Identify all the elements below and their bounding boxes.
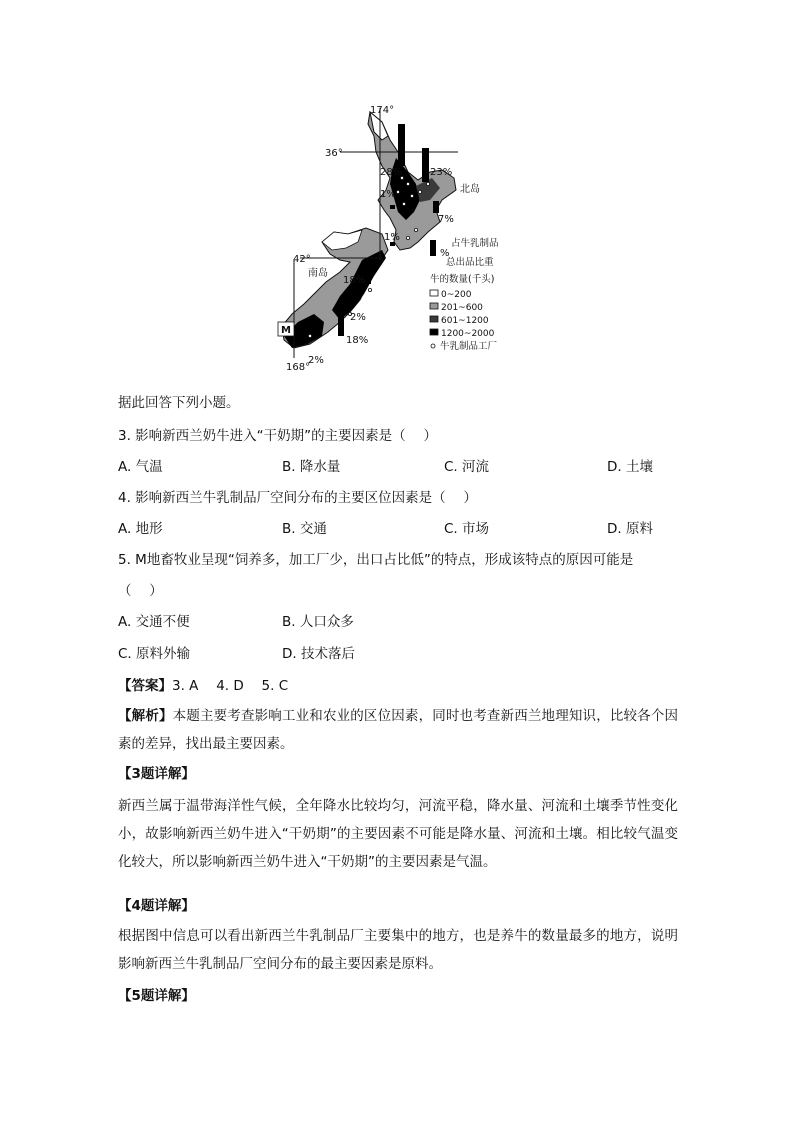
legend-bar-line2: 总出品比重: [446, 257, 494, 268]
question-4-stem: 4. 影响新西兰牛乳制品厂空间分布的主要区位因素是（ ）: [118, 490, 477, 506]
label-174: 174°: [370, 105, 395, 116]
q3-option-b: B. 降水量: [282, 459, 341, 475]
q3-option-c: C. 河流: [444, 459, 490, 475]
answer-line: [118, 677, 288, 695]
q5-option-a: A. 交通不便: [118, 614, 190, 630]
pct-18-a: 18%: [343, 275, 366, 286]
q4-option-b: B. 交通: [282, 521, 327, 537]
pct-1-b: 1%: [384, 232, 400, 243]
q3-option-a: A. 气温: [118, 459, 163, 475]
legend-range-2: 201~600: [441, 303, 483, 313]
legend-cattle-title: 牛的数量(千头): [430, 274, 495, 285]
label-168: 168°: [286, 362, 311, 373]
q4-option-a: A. 地形: [118, 521, 163, 537]
map-legend: [430, 237, 499, 352]
north-island-tip: [370, 112, 388, 140]
legend-bar-line1: 占牛乳制品: [451, 238, 499, 249]
bar-28: [398, 124, 405, 166]
q5-option-c: C. 原料外输: [118, 646, 191, 662]
bar-7: [433, 201, 439, 213]
new-zealand-map: [270, 100, 520, 375]
analysis-label: 【解析】: [118, 708, 173, 724]
label-42: 42°: [293, 254, 311, 265]
bar-23: [422, 148, 429, 182]
answer-label: 【答案】: [118, 678, 172, 694]
question-3-stem: 3. 影响新西兰奶牛进入“干奶期”的主要因素是（ ）: [118, 428, 437, 444]
q5-option-b: B. 人口众多: [282, 614, 354, 630]
pct-7: 7%: [438, 214, 454, 225]
legend-factory-icon: [431, 344, 435, 348]
pct-1-a: 1%: [380, 189, 396, 200]
legend-range-1: 0~200: [441, 290, 472, 300]
label-m: M: [281, 325, 291, 336]
legend-bar-swatch: [430, 240, 436, 256]
label-36: 36°: [325, 148, 343, 159]
map-svg: [270, 100, 520, 375]
question-5-stem: 5. M地畜牧业呈现“饲养多，加工厂少，出口占比低”的特点，形成该特点的原因可能是: [118, 552, 634, 568]
question-5-stem-paren: （ ）: [118, 583, 163, 599]
bar-18-b: [338, 308, 344, 336]
bar-2: [350, 301, 355, 306]
detail-3-text: 新西兰属于温带海洋性气候，全年降水比较均匀，河流平稳，降水量、河流和土壤季节性变化小，故影响新西兰奶牛进入“干奶期”的主要因素不可能是降水量、河流和土壤。相比较气温变化较大，所以影响新西兰奶牛进入“干奶期”的主要因素是气温。: [118, 798, 678, 870]
intro-text: 据此回答下列小题。: [118, 395, 240, 411]
pct-28: 28%: [380, 167, 403, 178]
legend-range-4: 1200~2000: [441, 329, 495, 339]
legend-range-3: 601~1200: [441, 316, 489, 326]
detail-5-title: 【5题详解】: [118, 988, 195, 1004]
pct-2-b: 2%: [308, 355, 324, 366]
pct-23: 23%: [430, 167, 453, 178]
analysis-text: 本题主要考查影响工业和农业的区位因素，同时也考查新西兰地理知识，比较各个因素的差异，找出最主要因素。: [118, 708, 679, 752]
bar-1-a: [390, 205, 395, 209]
legend-bar-pct: %: [440, 248, 450, 259]
analysis-paragraph: [118, 702, 678, 758]
q5-option-d: D. 技术落后: [282, 646, 355, 662]
detail-4-text: 根据图中信息可以看出新西兰牛乳制品厂主要集中的地方，也是养牛的数量最多的地方，说明影响新西兰牛乳制品厂空间分布的最主要因素是原料。: [118, 928, 678, 972]
q4-option-d: D. 原料: [607, 521, 653, 537]
q3-option-d: D. 土壤: [607, 459, 653, 475]
detail-4-title: 【4题详解】: [118, 898, 195, 914]
pct-2-a: 2%: [350, 312, 366, 323]
bar-18-a: [365, 258, 371, 284]
legend-factory: 牛乳制品工厂: [440, 341, 498, 352]
answer-text: 3. A 4. D 5. C: [172, 678, 289, 694]
detail-3-title: 【3题详解】: [118, 766, 195, 782]
pct-18-b: 18%: [346, 335, 369, 346]
q4-option-c: C. 市场: [444, 521, 490, 537]
label-south-island: 南岛: [308, 268, 328, 279]
label-north-island: 北岛: [460, 184, 480, 195]
